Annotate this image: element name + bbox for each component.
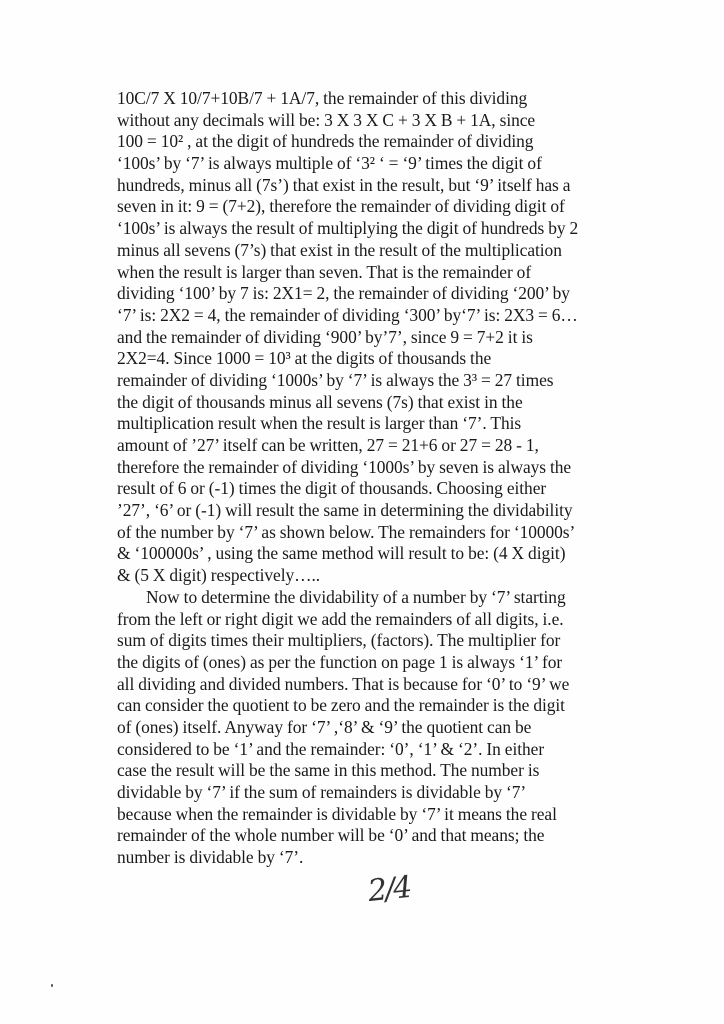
text-line: seven in it: 9 = (7+2), therefore the remainder of dividing digit of xyxy=(117,196,565,217)
text-line: amount of ’27’ itself can be written, 27 = 21+6 or 27 = 28 - 1, xyxy=(117,435,539,455)
text-line: of the number by ‘7’ as shown below. The remainders for ‘10000s’ xyxy=(117,521,576,542)
text-line: hundreds, minus all (7s’) that exist in the result, but ‘9’ itself has a xyxy=(117,174,571,195)
text-line: ‘100s’ is always the result of multiplying the digit of hundreds by 2 xyxy=(117,218,579,239)
text-line: ‘7’ is: 2X2 = 4, the remainder of dividing ‘300’ by‘7’ is: 2X3 = 6… xyxy=(117,304,578,325)
text-line: 10C/7 X 10/7+10B/7 + 1A/7, the remainder of this dividing xyxy=(117,88,528,108)
text-line: & ‘100000s’ , using the same method will result to be: (4 X digit) xyxy=(117,543,566,564)
text-line: the digits of (ones) as per the function on page 1 is always ‘1’ for xyxy=(117,651,563,672)
text-line: from the left or right digit we add the remainders of all digits, i.e. xyxy=(117,608,564,629)
text-line: multiplication result when the result is larger than ‘7’. This xyxy=(117,413,522,434)
paragraph-start-line: Now to determine the dividability of a number by ‘7’ starting xyxy=(146,586,566,607)
text-line: considered to be ‘1’ and the remainder: ‘0’, ‘1’ & ‘2’. In either xyxy=(117,738,545,759)
text-line: & (5 X digit) respectively….. xyxy=(117,565,321,586)
text-line: and the remainder of dividing ‘900’ by’7’, since 9 = 7+2 it is xyxy=(117,326,533,347)
text-line: of (ones) itself. Anyway for ‘7’ ,‘8’ & ‘9’ the quotient can be xyxy=(117,716,532,737)
text-line: the digit of thousands minus all sevens (7s) that exist in the xyxy=(117,391,523,412)
text-line: case the result will be the same in this method. The number is xyxy=(117,760,540,781)
text-line: ‘100s’ by ‘7’ is always multiple of ‘3² ‘ = ‘9’ times the digit of xyxy=(117,153,542,174)
text-line: 2X2=4. Since 1000 = 10³ at the digits of thousands the xyxy=(117,348,492,369)
text-line: remainder of dividing ‘1000s’ by ‘7’ is always the 3³ = 27 times xyxy=(117,369,554,390)
text-line: remainder of the whole number will be ‘0’ and that means; the xyxy=(117,825,545,846)
handwritten-page-number: 2/4 xyxy=(366,869,412,910)
text-line: 100 = 10² , at the digit of hundreds the remainder of dividing xyxy=(117,131,534,152)
text-line: because when the remainder is dividable by ‘7’ it means the real xyxy=(117,803,557,824)
body-text xyxy=(117,88,657,869)
text-line: ’27’, ‘6’ or (-1) will result the same in determining the dividability xyxy=(117,500,573,521)
text-line: without any decimals will be: 3 X 3 X C + 3 X B + 1A, since xyxy=(117,109,536,130)
text-line: all dividing and divided numbers. That is because for ‘0’ to ‘9’ we xyxy=(117,673,570,694)
text-line: dividing ‘100’ by 7 is: 2X1= 2, the remainder of dividing ‘200’ by xyxy=(117,283,570,304)
text-line: therefore the remainder of dividing ‘1000s’ by seven is always the xyxy=(117,456,572,477)
scan-speck xyxy=(51,984,53,987)
text-line: can consider the quotient to be zero and the remainder is the digit xyxy=(117,695,565,716)
text-line: when the result is larger than seven. That is the remainder of xyxy=(117,261,532,282)
text-line: number is dividable by ‘7’. xyxy=(117,847,304,868)
text-line: sum of digits times their multipliers, (factors). The multiplier for xyxy=(117,630,561,651)
text-line: minus all sevens (7’s) that exist in the result of the multiplication xyxy=(117,239,562,260)
text-line: result of 6 or (-1) times the digit of thousands. Choosing either xyxy=(117,478,547,499)
text-line: dividable by ‘7’ if the sum of remainders is dividable by ‘7’ xyxy=(117,782,527,802)
